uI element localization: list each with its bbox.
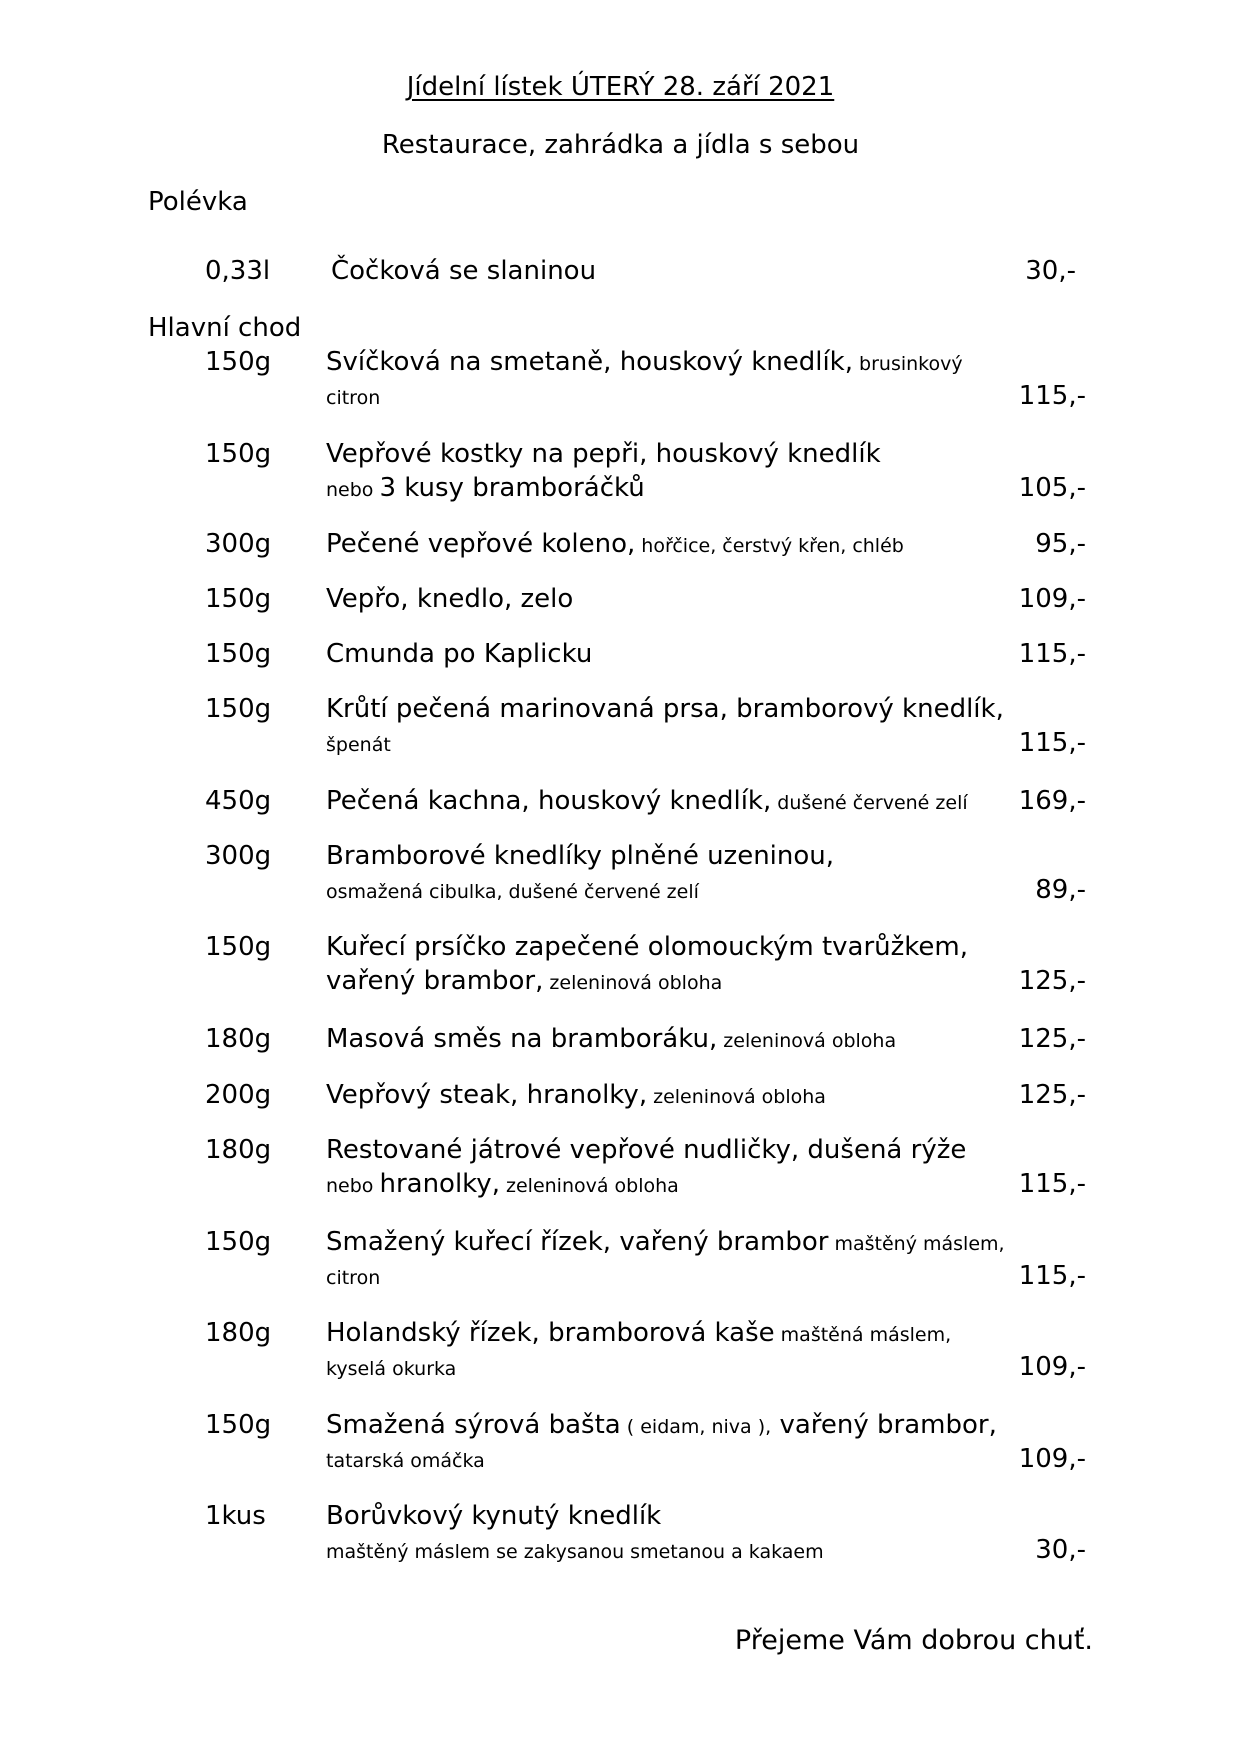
item-line2-main: 3 kusy bramboráčků <box>379 473 645 503</box>
item-line-2 <box>326 875 699 905</box>
item-line2-note: špenát <box>326 734 391 756</box>
item-portion: 150g <box>205 439 272 469</box>
item-line-1 <box>326 347 963 377</box>
item-name: Restované játrové vepřové nudličky, dušená rýže <box>326 1135 967 1165</box>
item-name: Kuřecí prsíčko zapečené olomouckým tvarůžkem, <box>326 932 969 962</box>
item-price: 109,- <box>1018 584 1086 614</box>
item-line2-note: tatarská omáčka <box>326 1450 485 1472</box>
item-line2-tail: zeleninová obloha <box>499 1175 679 1197</box>
item-price: 115,- <box>1018 381 1086 411</box>
item-name: Pečená kachna, houskový knedlík, <box>326 786 772 816</box>
item-line-2 <box>326 1444 485 1474</box>
item-line-1 <box>326 786 968 816</box>
item-price: 169,- <box>1018 786 1086 816</box>
item-line-1 <box>326 694 1004 724</box>
item-line-2 <box>326 1352 456 1382</box>
item-portion: 180g <box>205 1318 272 1348</box>
item-portion: 180g <box>205 1135 272 1165</box>
item-line-2 <box>326 473 645 503</box>
item-line2-note: citron <box>326 1267 381 1289</box>
item-portion: 1kus <box>205 1501 266 1531</box>
main-heading: Hlavní chod <box>148 313 302 343</box>
item-line-2 <box>326 1169 679 1199</box>
item-name: Pečené vepřové koleno, <box>326 529 636 559</box>
item-name: Vepřový steak, hranolky, <box>326 1080 648 1110</box>
item-price: 89,- <box>1035 875 1086 905</box>
item-price: 125,- <box>1018 1024 1086 1054</box>
item-line-2 <box>326 728 391 758</box>
item-line-1 <box>326 639 592 669</box>
item-name: Borůvkový kynutý knedlík <box>326 1501 662 1531</box>
item-side-note: zeleninová obloha <box>717 1030 897 1052</box>
item-price: 109,- <box>1018 1444 1086 1474</box>
item-line2-main: hranolky, <box>379 1169 500 1199</box>
item-name: Masová směs na bramboráku, <box>326 1024 718 1054</box>
soup-price: 30,- <box>1025 256 1076 286</box>
item-line-1 <box>326 584 573 614</box>
item-portion: 150g <box>205 932 272 962</box>
item-price: 125,- <box>1018 1080 1086 1110</box>
item-line-1 <box>326 1135 966 1165</box>
item-portion: 300g <box>205 529 272 559</box>
item-portion: 200g <box>205 1080 272 1110</box>
page-subtitle: Restaurace, zahrádka a jídla s sebou <box>381 130 860 160</box>
item-name: Smažená sýrová bašta <box>326 1410 621 1440</box>
item-line2-note: citron <box>326 387 381 409</box>
soup-heading: Polévka <box>148 187 248 217</box>
item-line-1 <box>326 529 904 559</box>
page-title: Jídelní lístek ÚTERÝ 28. září 2021 <box>406 72 835 102</box>
item-price: 105,- <box>1018 473 1086 503</box>
item-portion: 450g <box>205 786 272 816</box>
item-line-2 <box>326 381 380 411</box>
item-line-1 <box>326 1080 826 1110</box>
item-price: 115,- <box>1018 1261 1086 1291</box>
item-name: Cmunda po Kaplicku <box>326 639 593 669</box>
item-portion: 150g <box>205 694 272 724</box>
item-portion: 150g <box>205 639 272 669</box>
item-line-1 <box>326 1501 661 1531</box>
item-name: Vepřové kostky na pepři, houskový knedlík <box>326 439 881 469</box>
item-price: 109,- <box>1018 1352 1086 1382</box>
item-name: Holandský řízek, bramborová kaše <box>326 1318 775 1348</box>
closing-message: Přejeme Vám dobrou chuť. <box>734 1625 1093 1656</box>
item-line2-note: osmažená cibulka, dušené červené zelí <box>326 881 699 903</box>
item-line-2 <box>326 1535 824 1565</box>
item-line-1 <box>326 1024 896 1054</box>
soup-name: Čočková se slaninou <box>331 256 597 286</box>
item-name-tail: vařený brambor, <box>771 1410 997 1440</box>
item-portion: 180g <box>205 1024 272 1054</box>
item-name: Krůtí pečená marinovaná prsa, bramborový knedlík, <box>326 694 1004 724</box>
item-line-1 <box>326 439 881 469</box>
item-line-2 <box>326 1261 380 1291</box>
item-line2-note: nebo <box>326 1175 380 1197</box>
item-line-1 <box>326 841 834 871</box>
item-price: 115,- <box>1018 639 1086 669</box>
item-side-note: hořčice, čerstvý křen, chléb <box>635 535 904 557</box>
item-line2-main: vařený brambor, <box>326 966 544 996</box>
item-side-note: maštěná máslem, <box>774 1324 952 1346</box>
item-side-note: dušené červené zelí <box>771 792 968 814</box>
item-name: Svíčková na smetaně, houskový knedlík, <box>326 347 853 377</box>
item-side-note: zeleninová obloha <box>647 1086 826 1108</box>
item-portion: 150g <box>205 1410 272 1440</box>
item-side-note: ( eidam, niva ), <box>620 1416 772 1438</box>
item-line-1 <box>326 1227 1005 1257</box>
item-line2-note: nebo <box>326 479 380 501</box>
item-line2-tail: zeleninová obloha <box>543 972 723 994</box>
item-line-1 <box>326 932 968 962</box>
item-portion: 300g <box>205 841 272 871</box>
item-name: Vepřo, knedlo, zelo <box>326 584 574 614</box>
item-price: 95,- <box>1035 529 1086 559</box>
item-line-1 <box>326 1318 951 1348</box>
item-portion: 150g <box>205 1227 272 1257</box>
item-portion: 150g <box>205 584 272 614</box>
item-line2-note: maštěný máslem se zakysanou smetanou a kakaem <box>326 1541 824 1563</box>
item-side-note: brusinkový <box>853 353 963 375</box>
item-line-2 <box>326 966 722 996</box>
item-price: 30,- <box>1035 1535 1086 1565</box>
item-price: 115,- <box>1018 728 1086 758</box>
item-name: Smažený kuřecí řízek, vařený brambor <box>326 1227 829 1257</box>
item-line2-note: kyselá okurka <box>326 1358 457 1380</box>
item-line-1 <box>326 1410 997 1440</box>
item-price: 125,- <box>1018 966 1086 996</box>
item-side-note: maštěný máslem, <box>828 1233 1005 1255</box>
item-portion: 150g <box>205 347 272 377</box>
soup-portion: 0,33l <box>205 256 271 286</box>
item-name: Bramborové knedlíky plněné uzeninou, <box>326 841 835 871</box>
item-price: 115,- <box>1018 1169 1086 1199</box>
